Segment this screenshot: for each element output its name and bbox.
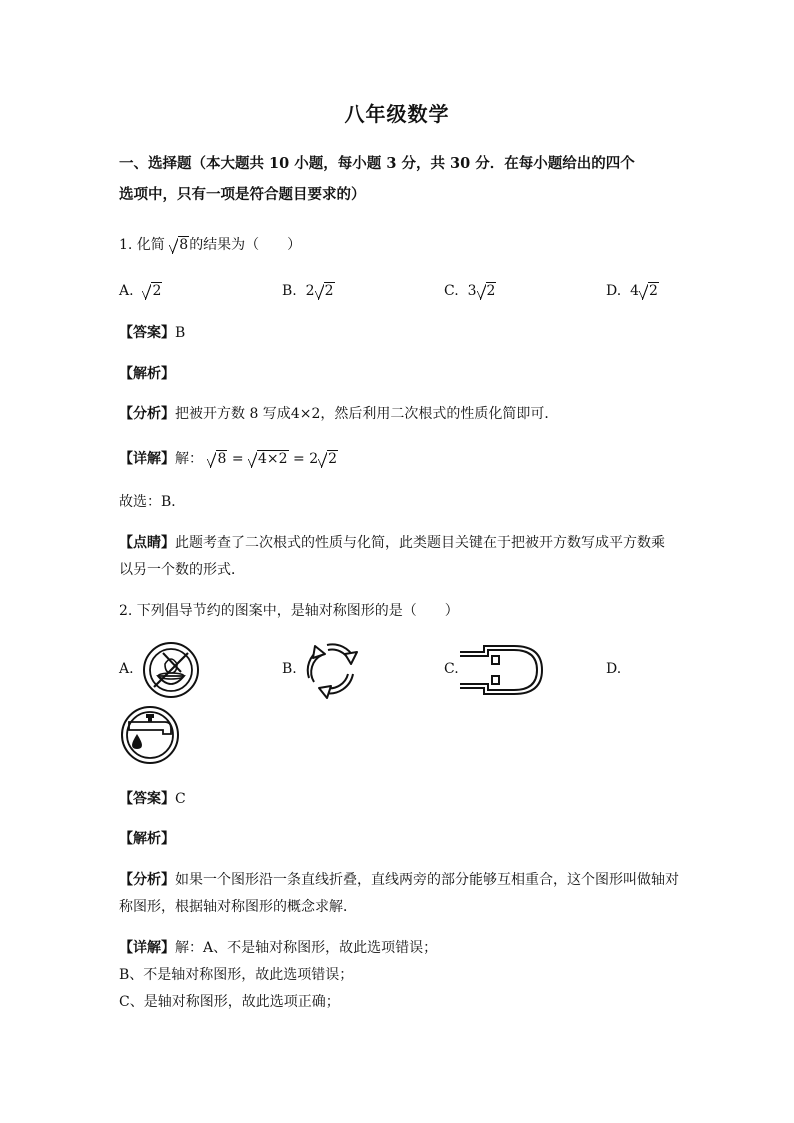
q2-analysis-tag: 【解析】	[119, 831, 175, 847]
eq-radical-3	[318, 450, 338, 468]
fenxi-expression: 4×2	[290, 406, 321, 422]
option-radicand: 2	[649, 283, 658, 299]
q2-xiangjie-line-3: C、是轴对称图形，故此选项正确；	[119, 994, 340, 1010]
option-radical	[142, 282, 162, 300]
q1-radicand: 8	[179, 237, 189, 253]
option-label: A.	[119, 283, 134, 299]
q1-option-c[interactable]	[444, 282, 496, 300]
answer-value: B	[175, 325, 186, 341]
option-radical	[639, 282, 659, 300]
answer-value: C	[175, 791, 186, 807]
xiangjie-tag: 【详解】	[119, 451, 175, 467]
eq-equals: =	[231, 451, 244, 467]
section-heading-line-2: 选项中，只有一项是符合题目要求的）	[119, 186, 366, 203]
q1-option-d[interactable]	[606, 282, 659, 300]
eq-radicand-1: 8	[217, 451, 227, 467]
q2-option-b-label[interactable]: B.	[282, 661, 297, 677]
q2-xiangjie-line-1	[119, 937, 437, 957]
option-radical	[477, 282, 497, 300]
fenxi-tag: 【分析】	[119, 872, 175, 888]
q2-answer	[119, 788, 186, 808]
q1-prefix: 1. 化简	[119, 237, 165, 253]
q1-dianjing-line-2: 以另一个数的形式．	[119, 562, 245, 578]
q1-analysis-tag: 【解析】	[119, 366, 175, 382]
eq-radical-1	[207, 450, 227, 468]
answer-tag: 【答案】	[119, 791, 175, 807]
option-radicand: 2	[324, 283, 334, 299]
eq-radicand-2: 4×2	[258, 451, 288, 467]
page-title: 八年级数学	[344, 102, 450, 126]
q1-xiangjie	[119, 448, 338, 468]
fenxi-text-1: 如果一个图形沿一条直线折叠，直线两旁的部分能够互相重合，这个图形叫做轴对	[175, 872, 679, 888]
question-2-stem: 2. 下列倡导节约的图案中，是轴对称图形的是（ ）	[119, 603, 459, 619]
xiangjie-text: 解：	[175, 451, 203, 467]
q1-answer	[119, 322, 185, 342]
option-coefficient: 2	[305, 283, 315, 299]
question-1-stem	[119, 234, 301, 254]
option-coefficient: 3	[467, 283, 477, 299]
q1-option-a[interactable]	[119, 282, 162, 300]
q2-fenxi-line-1	[119, 869, 679, 889]
section-heading-line-1: 一、选择题（本大题共 10 小题，每小题 3 分，共 30 分．在每小题给出的四个	[119, 155, 635, 172]
water-tap-icon[interactable]	[119, 704, 181, 766]
answer-tag: 【答案】	[119, 325, 175, 341]
dianjing-text-1: 此题考查了二次根式的性质与化简，此类题目关键在于把被开方数写成平方数乘	[175, 535, 665, 551]
q2-xiangjie-line-2: B、不是轴对称图形，故此选项错误；	[119, 967, 354, 983]
q1-radical	[169, 236, 189, 254]
q1-option-b[interactable]	[282, 282, 335, 300]
fenxi-text-b: ，然后利用二次根式的性质化简即可．	[320, 406, 559, 422]
option-coefficient: 4	[630, 283, 640, 299]
q2-option-c-label[interactable]: C.	[444, 661, 459, 677]
option-radicand: 2	[486, 283, 496, 299]
q1-suffix: 的结果为（ ）	[189, 237, 302, 253]
xiangjie-text-1: 解：A、不是轴对称图形，故此选项错误；	[175, 940, 438, 956]
eq-radical-2	[248, 450, 289, 468]
q1-conclusion: 故选：B．	[119, 494, 186, 510]
option-label: B.	[282, 283, 297, 299]
q2-fenxi-line-2: 称图形，根据轴对称图形的概念求解．	[119, 899, 357, 915]
fenxi-tag: 【分析】	[119, 406, 175, 422]
option-label: D.	[606, 283, 622, 299]
option-label: C.	[444, 283, 459, 299]
option-radicand: 2	[152, 283, 162, 299]
q1-fenxi	[119, 403, 558, 423]
no-food-waste-icon[interactable]	[141, 640, 201, 700]
dianjing-tag: 【点睛】	[119, 535, 175, 551]
xiangjie-tag: 【详解】	[119, 940, 175, 956]
q2-option-a-label[interactable]: A.	[119, 661, 134, 677]
fenxi-text-a: 把被开方数 8 写成	[175, 406, 291, 422]
eq-radicand-3: 2	[328, 451, 338, 467]
q1-dianjing-line-1	[119, 532, 665, 552]
option-radical	[315, 282, 335, 300]
eq-equals-coef: = 2	[293, 451, 319, 467]
recycle-arrows-icon[interactable]	[301, 638, 363, 700]
power-plug-icon[interactable]	[458, 643, 544, 697]
q2-option-d-label[interactable]: D.	[606, 661, 622, 677]
